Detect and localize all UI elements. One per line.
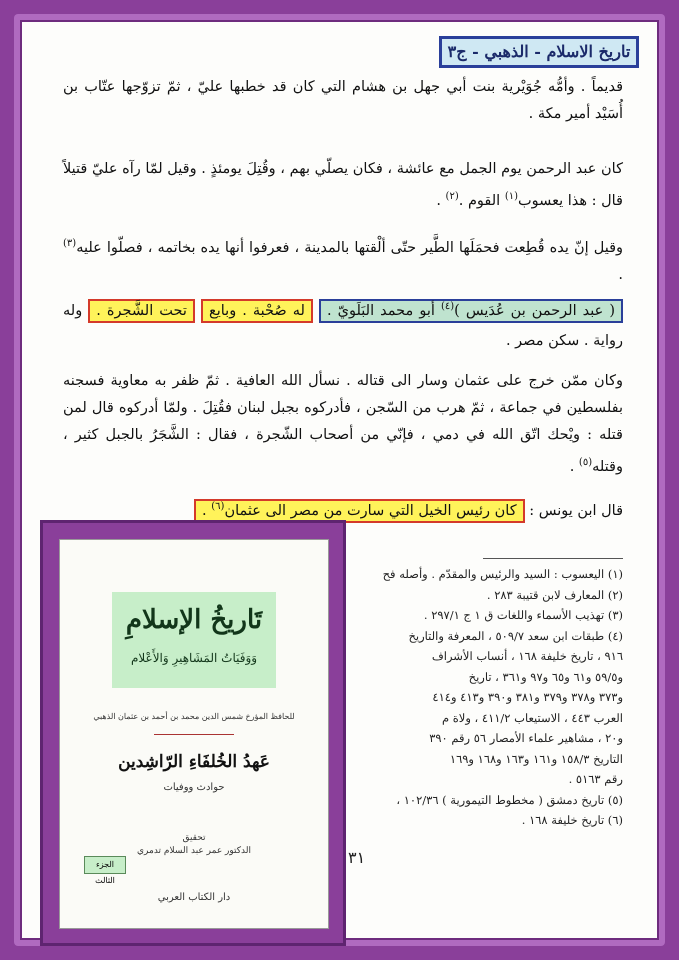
paragraph-3: وقيل إنّ يده قُطِعت فحمَلَها الطَّير حتّى ألْقتها بالمدينة ، فعرفوا أنها يده بخاتمه ، فصلّوا عليه$^{(٣)}$ .	[63, 238, 623, 283]
entry-name: ( عبد الرحمن بن عُدَيس )	[454, 302, 615, 319]
entry-kunya: أبو محمد البَلَويّ .	[327, 302, 435, 319]
paragraph-1-text: قديماً . وأمُّه جُوَيْرية بنت أبي جهل بن هشام التي كان قد خطبها عليّ ، ثمّ تزوّجها عتّاب بن أُسَيْد أمير مكة .	[63, 79, 623, 122]
footnote-ref-6[interactable]: (٦)	[211, 501, 225, 512]
footnote-line: رقم ٥١٦٣ .	[568, 772, 623, 786]
cover-subtitle: وَوَفَيَاتُ المَشَاهِيرِ وَالأَعْلام	[130, 651, 258, 665]
footnote-line: العرب ٤٤٣ ، الاستيعاب ٤١١/٢ ، ولاة م	[441, 710, 623, 725]
cover-title-box	[112, 592, 276, 688]
footnote-line: التاريخ ١٥٨/٣ و١٦١ و١٦٣ و١٦٨ و١٦٩	[449, 751, 623, 766]
cover-editor-block	[100, 832, 288, 858]
quote-text: كان رئيس الخيل التي سارت من مصر الى عثمان	[224, 502, 517, 519]
footnote-ref-5[interactable]: (٥)	[578, 457, 593, 468]
highlight-name	[319, 299, 623, 323]
page-number: ٣١	[348, 848, 366, 867]
footnote-divider	[483, 558, 623, 559]
footnote-ref-4[interactable]: (٤)	[440, 301, 455, 312]
highlight-tree: تحت الشَّجرة .	[88, 299, 195, 323]
highlight-sahaba: له صُحْبة . وبايع	[201, 299, 313, 323]
paragraph-2: كان عبد الرحمن يوم الجمل مع عائشة ، فكان يصلّي بهم ، وقُتِلَ يومئذٍ . وقيل لمّا رآه عليّ قتيلاً قال : هذا يعسوب$^{(١)}$ القوم .$^{(٢)}$ .	[63, 161, 623, 209]
book-cover	[59, 539, 329, 929]
cover-author: للحافظ المؤرخ شمس الدين محمد بن أحمد بن عثمان الذهبي	[93, 712, 295, 721]
paragraph-1	[63, 74, 623, 128]
footnote-line: (١) اليعسوب : السيد والرئيس والمقدّم . وأصله فح	[382, 567, 623, 581]
cover-part-label: الجزء الثالث	[84, 856, 126, 874]
paragraph-4	[63, 292, 623, 356]
cover-editor-label: تحقيق	[182, 833, 206, 843]
footnote-ref-3[interactable]: (٣)	[63, 238, 77, 249]
footnote-ref-1[interactable]: (١)	[504, 191, 518, 202]
paragraph-2-text-b: القوم .	[458, 192, 501, 209]
paragraph-6-lead: قال ابن يونس :	[529, 502, 623, 519]
footnote-line: (٥) تاريخ دمشق ( مخطوط التيمورية ) ١٠٢/٣٦ ،	[396, 792, 623, 807]
paragraph-3-text: وقيل إنّ يده قُطِعت فحمَلَها الطَّير حتّى ألْقتها بالمدينة ، فعرفوا أنها يده بخاتمه ، فصلّوا عليه	[76, 239, 623, 256]
footnote-line: (٤) طبقات ابن سعد ٥٠٩/٧ ، المعرفة والتاريخ	[408, 628, 623, 643]
paragraph-4-rest: وله رواية . سكن مصر .	[63, 302, 623, 349]
footnote-line: (٢) المعارف لابن قتيبة ٢٨٣ .	[486, 587, 623, 602]
cover-volume-subtitle: حوادث ووفيات	[163, 782, 225, 793]
footnote-line: ٩١٦ ، تاريخ خليفة ١٦٨ ، أنساب الأشراف	[431, 649, 623, 663]
footnote-line: و٥٩/٥ و٦١ و٦٥ و٩٧ و٣٦١ ، تاريخ	[468, 669, 623, 684]
cover-publisher: دار الكتاب العربي	[157, 892, 231, 903]
paragraph-2-text-a: كان عبد الرحمن يوم الجمل مع عائشة ، فكان يصلّي بهم ، وقُتِلَ يومئذٍ . وقيل لمّا رآه عليّ قتيلاً قال : هذا يعسوب	[63, 161, 623, 209]
footnote-ref-2[interactable]: (٢)	[445, 191, 459, 202]
footnote-line: و٢٠ ، مشاهير علماء الأمصار ٥٦ رقم ٣٩٠	[429, 731, 623, 745]
cover-divider	[154, 734, 234, 735]
footnote-line: (٣) تهذيب الأسماء واللغات ق ١ ج ٢٩٧/١ .	[423, 608, 623, 622]
footnote-line: (٦) تاريخ خليفة ١٦٨ .	[521, 813, 623, 827]
cover-title: تَاريخُ الإسلامِ	[125, 605, 263, 635]
highlight-quote: كان رئيس الخيل التي سارت من مصر الى عثمان$^{(٦)}$ .	[194, 499, 525, 523]
paragraph-5-text: وكان ممّن خرج على عثمان وسار الى قتاله . نسأل الله العافية . ثمّ ظفر به معاوية فسجنه بفلسطين في جماعة ، ثمّ هرب من السّجن ، فأدركوه بجبل لبنان فقُتِلَ . ولمّا أدركوه قال لمن قتله : ويْحك اتّق الله في دمي ، فإنّي من أصحاب الشّجرة ، فقال : الشَّجَرُ بالجبل كثير ، وقتله	[63, 373, 623, 475]
footnotes-block	[303, 564, 623, 831]
book-cover-inset	[40, 520, 346, 946]
footnote-line: و٣٧٣ و٣٧٨ و٣٧٩ و٣٨١ و٣٩٠ و٤١٣ و٤١٤	[432, 690, 623, 704]
cover-editor: الدكتور عمر عبد السلام تدمري	[136, 846, 252, 856]
page-header-title: تاريخ الاسلام - الذهبي - ج٣	[439, 36, 639, 68]
cover-volume-title: عَهدُ الخُلفَاءِ الرّاشِدين	[118, 752, 270, 772]
paragraph-5: وكان ممّن خرج على عثمان وسار الى قتاله . نسأل الله العافية . ثمّ ظفر به معاوية فسجنه بفلسطين في جماعة ، ثمّ هرب من السّجن ، فأدركوه بجبل لبنان فقُتِلَ . ولمّا أدركوه قال لمن قتله : ويْحك اتّق الله في دمي ، فإنّي من أصحاب الشّجرة ، فقال : الشَّجَرُ بالجبل كثير ، وقتله$^{(٥)}$ .	[63, 373, 623, 475]
